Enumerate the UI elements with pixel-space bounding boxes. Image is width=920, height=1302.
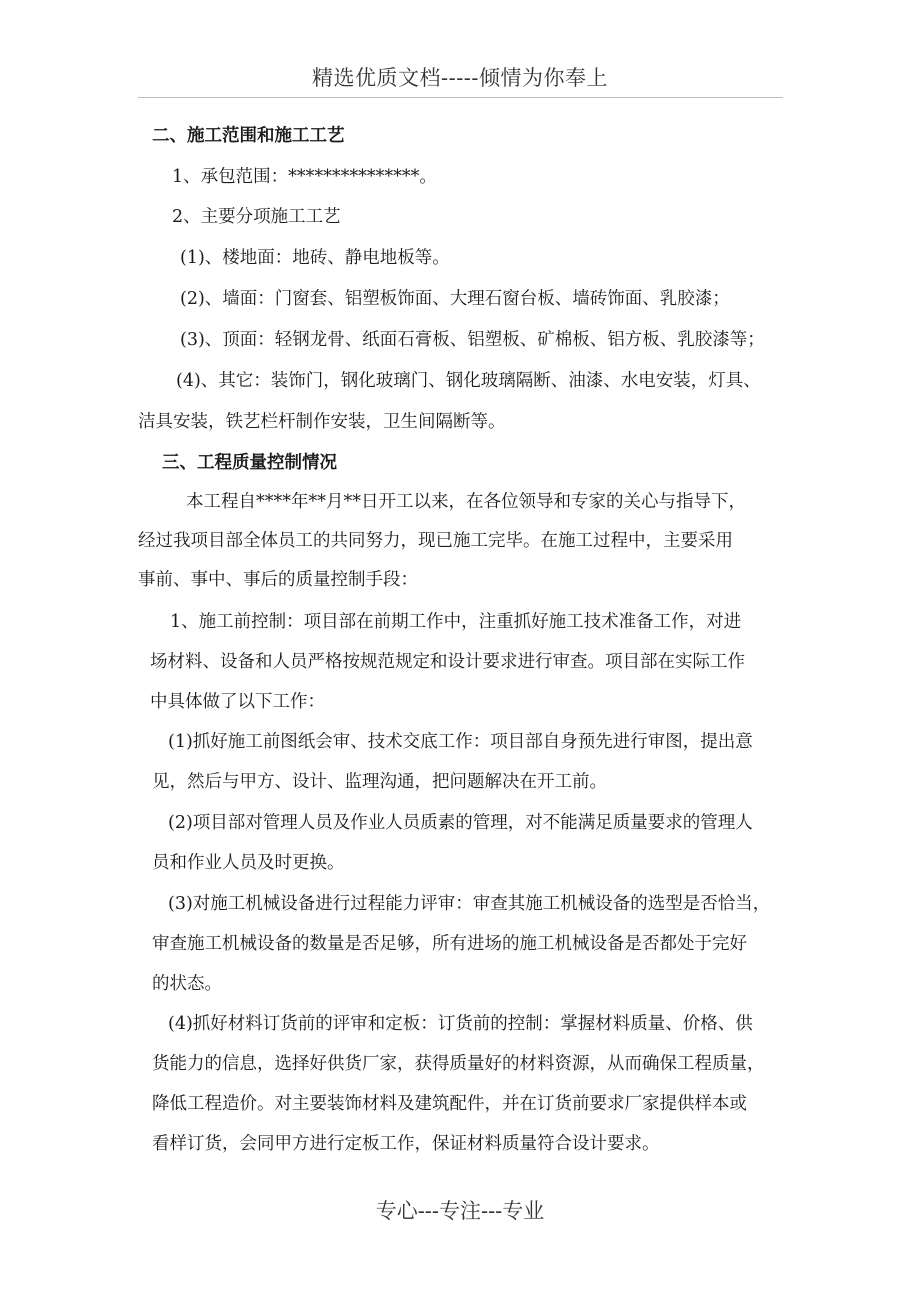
paragraph-line: 1、承包范围：***************。: [172, 167, 437, 187]
paragraph-line: (1)、楼地面：地砖、静电地板等。: [180, 248, 450, 268]
paragraph-line: 见，然后与甲方、设计、监理沟通，把问题解决在开工前。: [152, 772, 607, 792]
paragraph-line: (1)抓好施工前图纸会审、技术交底工作：项目部自身预先进行审图，提出意: [168, 732, 753, 752]
paragraph-line: 看样订货，会同甲方进行定板工作，保证材料质量符合设计要求。: [152, 1134, 660, 1154]
paragraph-line: (2)项目部对管理人员及作业人员质素的管理，对不能满足质量要求的管理人: [168, 813, 753, 833]
header-divider: [138, 97, 783, 98]
paragraph-line: 的状态。: [152, 974, 222, 994]
paragraph-line: 1、施工前控制：项目部在前期工作中，注重抓好施工技术准备工作，对进: [170, 612, 742, 632]
paragraph-line: (3)、顶面：轻钢龙骨、纸面石膏板、铝塑板、矿棉板、铝方板、乳胶漆等；: [180, 330, 765, 350]
paragraph-line: 审查施工机械设备的数量是否足够，所有进场的施工机械设备是否都处于完好: [152, 934, 747, 954]
paragraph-line: 2、主要分项施工工艺: [172, 207, 341, 227]
paragraph-line: 中具体做了以下工作：: [150, 692, 325, 712]
paragraph-line: (4)、其它：装饰门，钢化玻璃门、钢化玻璃隔断、油漆、水电安装，灯具、: [176, 371, 761, 391]
paragraph-line: 本工程自****年**月**日开工以来，在各位领导和专家的关心与指导下，: [186, 492, 746, 512]
paragraph-line: (4)抓好材料订货前的评审和定板：订货前的控制：掌握材料质量、价格、供: [168, 1014, 753, 1034]
paragraph-line: (3)对施工机械设备进行过程能力评审：审查其施工机械设备的选型是否恰当，: [168, 894, 771, 914]
page-footer: 专心---专注---专业: [375, 1199, 545, 1223]
paragraph-line: 货能力的信息，选择好供货厂家，获得质量好的材料资源，从而确保工程质量，: [152, 1054, 765, 1074]
paragraph-line: 洁具安装，铁艺栏杆制作安装，卫生间隔断等。: [138, 412, 506, 432]
section-heading-quality: 三、工程质量控制情况: [162, 453, 337, 473]
page-header: 精选优质文档-----倾情为你奉上: [312, 66, 608, 90]
paragraph-line: 场材料、设备和人员严格按规范规定和设计要求进行审查。项目部在实际工作: [150, 652, 745, 672]
paragraph-line: (2)、墙面：门窗套、铝塑板饰面、大理石窗台板、墙砖饰面、乳胶漆；: [180, 289, 730, 309]
paragraph-line: 降低工程造价。对主要装饰材料及建筑配件，并在订货前要求厂家提供样本或: [152, 1094, 747, 1114]
paragraph-line: 经过我项目部全体员工的共同努力，现已施工完毕。在施工过程中，主要采用: [138, 531, 733, 551]
section-heading-scope: 二、施工范围和施工工艺: [152, 126, 345, 146]
paragraph-line: 员和作业人员及时更换。: [152, 853, 345, 873]
paragraph-line: 事前、事中、事后的质量控制手段：: [138, 570, 418, 590]
